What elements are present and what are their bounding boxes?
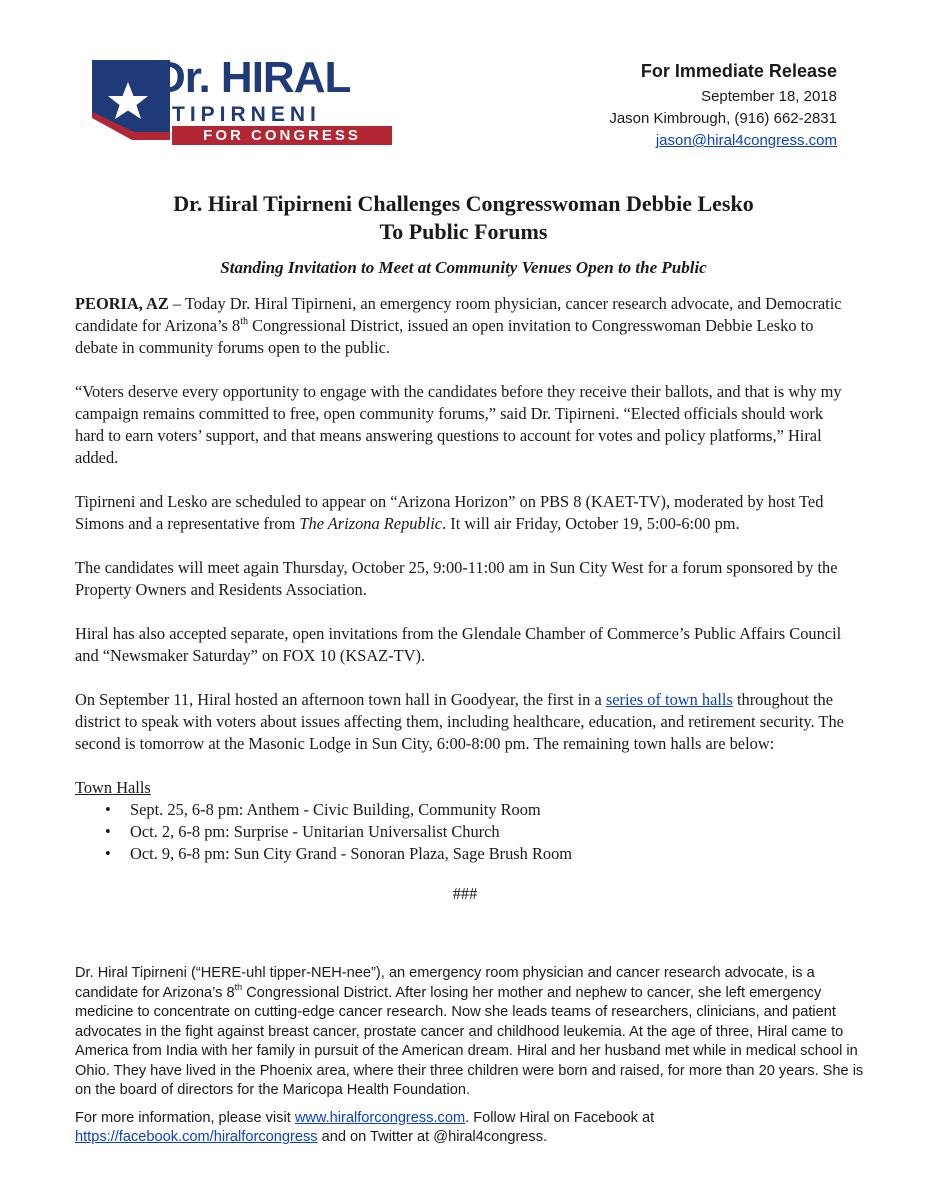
- website-link[interactable]: www.hiralforcongress.com: [294, 1109, 466, 1126]
- end-separator: ###: [452, 884, 478, 903]
- headline-line-1: Dr. Hiral Tipirneni Challenges Congresswoman Debbie Lesko: [173, 191, 754, 216]
- town-halls-list: [75, 799, 855, 865]
- release-title: For Immediate Release: [640, 61, 837, 81]
- candidate-bio: [75, 964, 865, 1156]
- logo-surname: TIPIRNENI: [172, 103, 321, 126]
- paragraph-3: Tipirneni and Lesko are scheduled to appear on “Arizona Horizon” on PBS 8 (KAET-TV), moderated by host Ted Simons and a representative from The Arizona Republic. It will air Friday, October 19, 5:00-6:00 pm.: [75, 492, 824, 533]
- logo-banner: FOR CONGRESS: [172, 126, 392, 145]
- campaign-logo: [88, 53, 398, 144]
- paragraph-6: On September 11, Hiral hosted an afternoon town hall in Goodyear, the first in a series of town halls throughout the district to speak with voters about issues affecting them, including healthcare, education, and retirement security. The second is tomorrow at the Masonic Lodge in Sun City, 6:00-8:00 pm. The remaining town halls are below:: [75, 690, 844, 753]
- bullet-icon: •: [105, 844, 111, 863]
- headline: [0, 190, 927, 246]
- town-halls-heading: Town Halls: [75, 778, 151, 797]
- facebook-link[interactable]: https://facebook.com/hiralforcongress: [75, 1129, 318, 1145]
- town-halls-link[interactable]: series of town halls: [605, 690, 733, 709]
- list-item: • Sept. 25, 6-8 pm: Anthem - Civic Building, Community Room: [105, 800, 541, 819]
- bullet-icon: •: [105, 822, 111, 841]
- release-date: September 18, 2018: [701, 88, 837, 105]
- subheadline: Standing Invitation to Meet at Community Venues Open to the Public: [220, 258, 707, 277]
- dateline: PEORIA, AZ: [75, 294, 169, 313]
- paragraph-1: PEORIA, AZ – Today Dr. Hiral Tipirneni, an emergency room physician, cancer research advocate, and Democratic candidate for Arizona’s 8th Congressional District, issued an open invitation to Congresswoman Debbie Lesko to debate in community forums open to the public.: [75, 294, 842, 357]
- paragraph-4: The candidates will meet again Thursday, October 25, 9:00-11:00 am in Sun City West for a forum sponsored by the Property Owners and Residents Association.: [75, 558, 838, 599]
- release-contact: Jason Kimbrough, (916) 662-2831: [609, 110, 837, 127]
- bullet-icon: •: [105, 800, 111, 819]
- bio-paragraph: Dr. Hiral Tipirneni (“HERE-uhl tipper-NEH-nee”), an emergency room physician and cancer research advocate, is a candidate for Arizona’s 8th Congressional District. After losing her mother and nephew to cancer, she left emergency medicine to concentrate on cutting-edge cancer research. Now she leads teams of researchers, clinicians, and patient advocates in the fight against breast cancer, prostate cancer and childhood leukemia. At the age of three, Hiral came to America from India with her family in pursuit of the American dream. Hiral and her husband met while in medical school in Ohio. They have lived in the Phoenix area, where their three children were born and raised, for more than 20 years. She is on the board of directors for the Maricopa Health Foundation.: [75, 965, 864, 1098]
- headline-line-2: To Public Forums: [379, 219, 548, 244]
- more-info: For more information, please visit www.hiralforcongress.com. Follow Hiral on Facebook at https://facebook.com/hiralforcongress and on Twitter at @hiral4congress.: [75, 1109, 655, 1145]
- paragraph-5: Hiral has also accepted separate, open invitations from the Glendale Chamber of Commerce’s Public Affairs Council and “Newsmaker Saturday” on FOX 10 (KSAZ-TV).: [75, 624, 842, 665]
- logo-name: Dr. HIRAL: [154, 53, 351, 102]
- release-info: [609, 58, 837, 152]
- paragraph-2: “Voters deserve every opportunity to engage with the candidates before they receive their ballots, and that is why my campaign remains committed to free, open community forums,” said Dr. Tipirneni. “Elected officials should work hard to earn voters’ support, and that means answering questions to account for votes and policy platforms,” Hiral added.: [75, 382, 842, 467]
- press-release-body: [75, 293, 855, 921]
- release-email-link[interactable]: jason@hiral4congress.com: [655, 132, 837, 149]
- list-item: • Oct. 2, 6-8 pm: Surprise - Unitarian Universalist Church: [105, 822, 500, 841]
- list-item: • Oct. 9, 6-8 pm: Sun City Grand - Sonoran Plaza, Sage Brush Room: [105, 844, 573, 863]
